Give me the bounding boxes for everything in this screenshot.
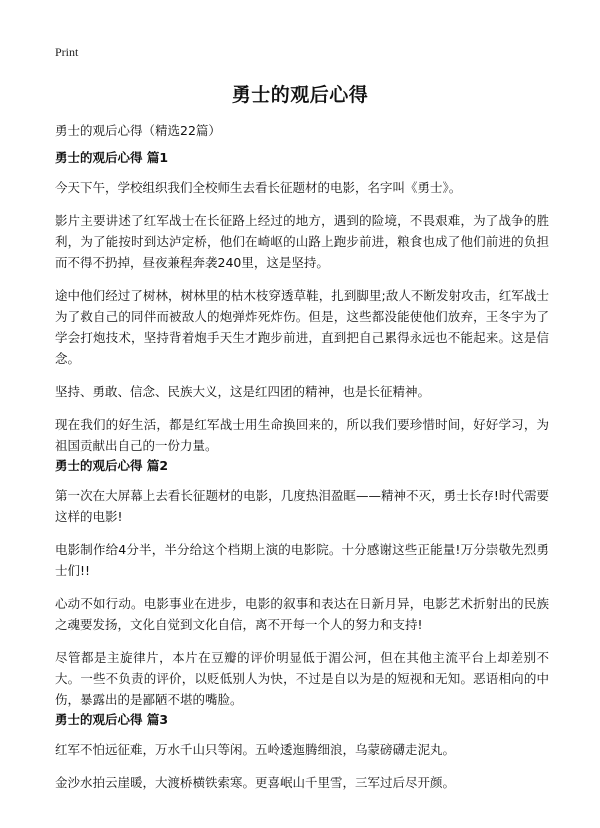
- paragraph: 第一次在大屏幕上去看长征题材的电影，几度热泪盈眶——精神不灭，勇士长存!时代需要这样的电影!: [55, 488, 549, 524]
- document-title: 勇士的观后心得: [231, 84, 369, 106]
- section-heading: 勇士的观后心得 篇2: [55, 458, 169, 473]
- paragraph: 尽管都是主旋律片，本片在豆瓣的评价明显低于湄公河，但在其他主流平台上却差别不大。一些不负责的评价，以贬低别人为快，不过是自以为是的短视和无知。恶语相向的中伤，暴露出的是鄙陋不堪的嘴脸。: [55, 650, 549, 707]
- paragraph: 现在我们的好生活，都是红军战士用生命换回来的，所以我们要珍惜时间，好好学习，为祖国贡献出自己的一份力量。: [55, 417, 549, 453]
- print-link[interactable]: Print: [55, 45, 79, 59]
- document-content: [55, 148, 549, 793]
- paragraph: 坚持、勇敢、信念、民族大义，这是红四团的精神，也是长征精神。: [55, 384, 431, 399]
- paragraph: 金沙水拍云崖暖，大渡桥横铁索寒。更喜岷山千里雪，三军过后尽开颜。: [55, 775, 456, 790]
- section-3: [55, 710, 549, 793]
- paragraph: 电影制作给4分半，半分给这个档期上演的电影院。十分感谢这些正能量!万分崇敬先烈勇士们!!: [55, 542, 549, 578]
- paragraph: 途中他们经过了树林，树林里的枯木枝穿透草鞋，扎到脚里;敌人不断发射攻击，红军战士为了救自己的同伴而被敌人的炮弹炸死炸伤。但是，这些都没能使他们放弃，王冬宇为了学会打炮技术，坚持背着炮手天生才跑步前进，直到把自己累得永远也不能起来。这是信念。: [55, 288, 549, 366]
- paragraph: 影片主要讲述了红军战士在长征路上经过的地方，遇到的险境，不畏艰难，为了战争的胜利，为了能按时到达泸定桥，他们在崎岖的山路上跑步前进，粮食也成了他们前进的负担而不得不扔掉，昼夜兼程奔袭240里，这是坚持。: [55, 213, 549, 270]
- section-2: [55, 456, 549, 710]
- document-subtitle: 勇士的观后心得（精选22篇）: [55, 123, 221, 138]
- section-1: [55, 148, 549, 456]
- paragraph: 红军不怕远征难，万水千山只等闲。五岭逶迤腾细浪，乌蒙磅礴走泥丸。: [55, 742, 456, 757]
- section-heading: 勇士的观后心得 篇3: [55, 712, 169, 727]
- paragraph: 心动不如行动。电影事业在进步，电影的叙事和表达在日新月异，电影艺术折射出的民族之魂要发扬，文化自觉到文化自信，离不开每一个人的努力和支持!: [55, 596, 549, 632]
- paragraph: 今天下午，学校组织我们全校师生去看长征题材的电影，名字叫《勇士》。: [55, 180, 462, 195]
- section-heading: 勇士的观后心得 篇1: [55, 150, 169, 165]
